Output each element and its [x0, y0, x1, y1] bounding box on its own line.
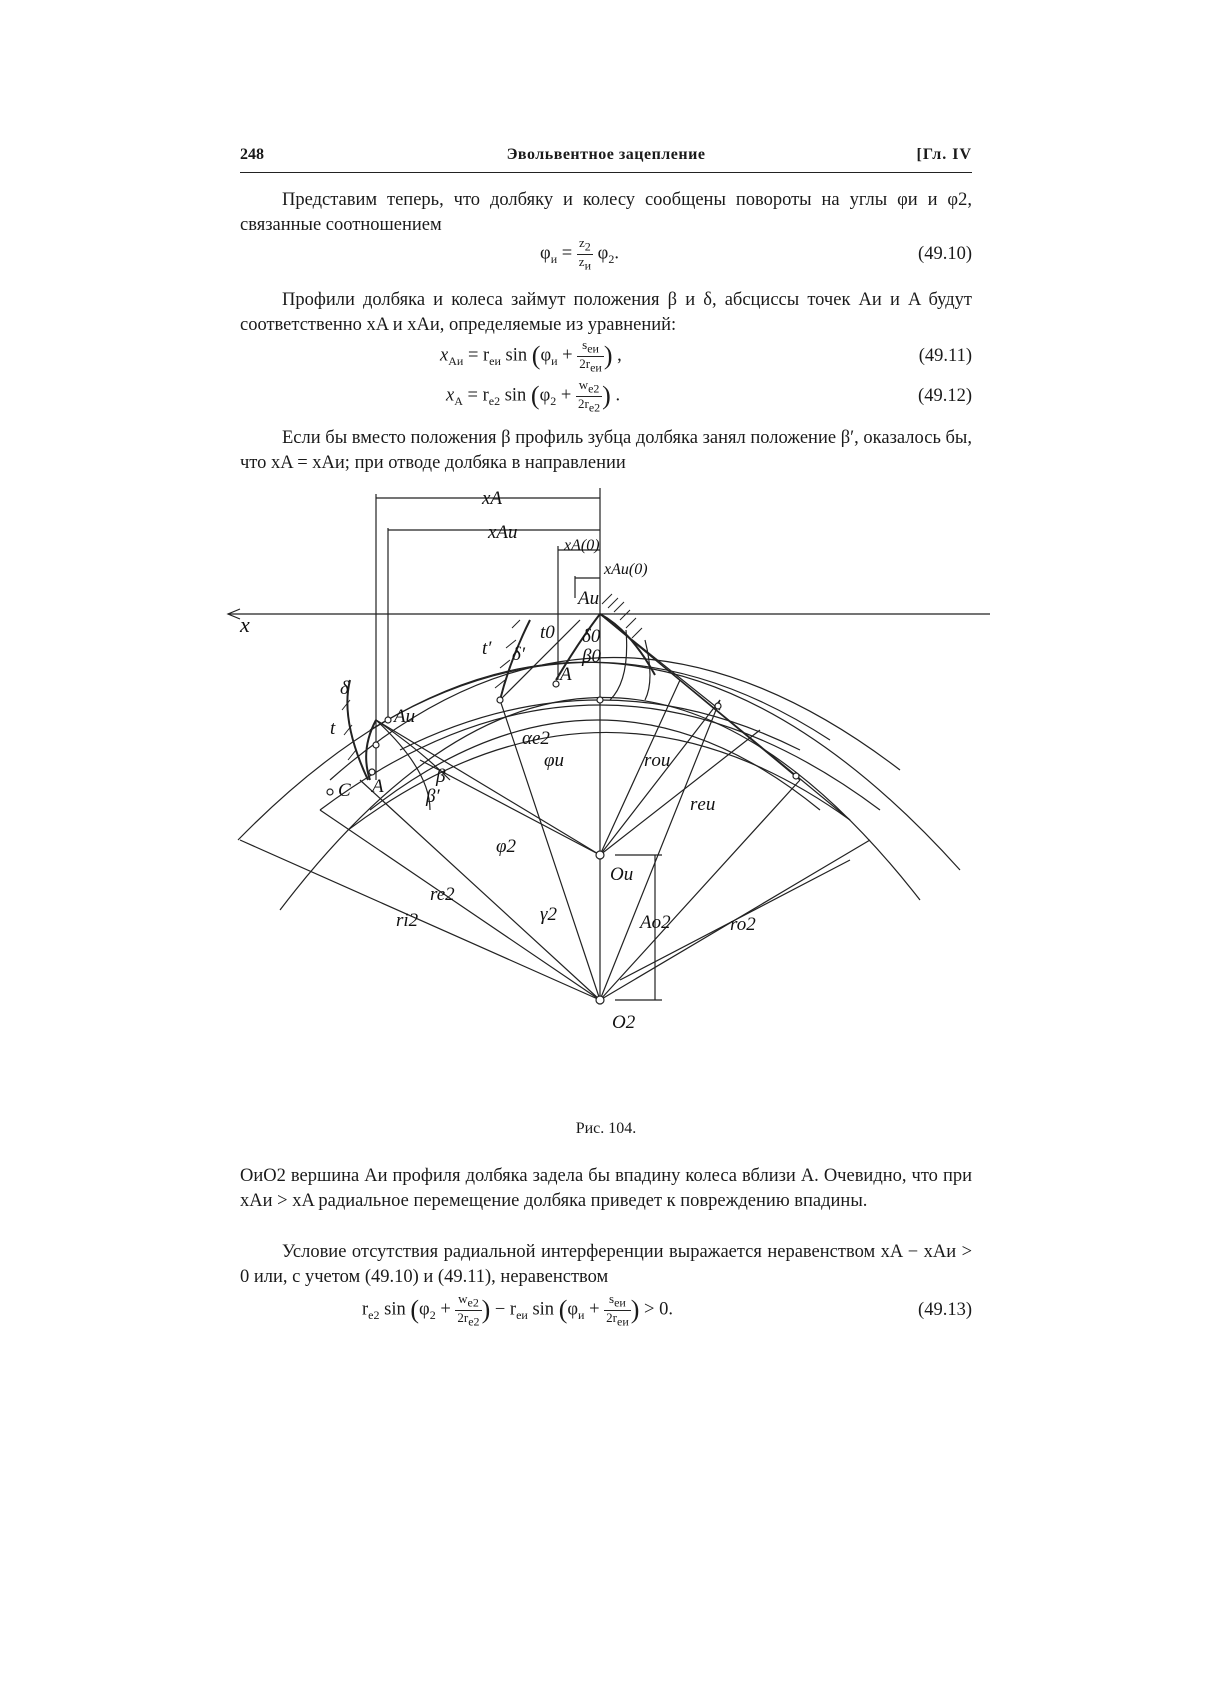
- equation-49-11: $x_{Aи} = r_{eи}$ $\sin (\varphi_и$ + $\frac{s_{eи}}{2r_{eи}}$ ) , (49.11): [440, 337, 972, 375]
- label-beta-prime: β′: [426, 786, 440, 807]
- label-A-mid: A: [560, 664, 572, 685]
- label-delta0: δ0: [582, 626, 601, 647]
- label-t0: t0: [540, 622, 555, 643]
- label-r-e2: re2: [430, 884, 455, 905]
- label-delta-prime: δ′: [512, 644, 525, 665]
- paragraph-1: Представим теперь, что долбяку и колесу сообщены повороты на углы φи и φ2, связанные соотношением: [240, 190, 972, 235]
- label-alpha-e2: αe2: [522, 728, 550, 749]
- label-beta0: β0: [582, 646, 601, 667]
- running-title: Эвольвентное зацепление: [506, 146, 706, 163]
- paragraph-2: Профили долбяка и колеса займут положения β и δ, абсциссы точек Aи и A будут соответственно xA и xAи, определяемые из уравнений:: [240, 290, 972, 335]
- equation-49-12: $x_A = r_{e2}$ $\sin (\varphi_2$ + $\frac{w_{e2}}{2r_{e2}}$ ) . (49.12): [446, 377, 972, 415]
- label-delta: δ: [340, 678, 349, 699]
- label-A-o2: Ao2: [640, 912, 671, 933]
- paragraph-4: OиO2 вершина Aи профиля долбяка задела бы впадину колеса вблизи A. Очевидно, что при xAи > xA радиальное перемещение долбяка приведет к повреждению впадины.: [240, 1166, 972, 1211]
- label-phi-i: φи: [544, 750, 565, 771]
- equation-number: (49.11): [918, 346, 972, 366]
- label-Ai-left: Aи: [394, 706, 416, 727]
- label-gamma-2: γ2: [540, 904, 557, 925]
- equation-number: (49.12): [918, 386, 972, 406]
- chapter-label: [Гл. IV: [916, 146, 972, 163]
- label-r-o2: ro2: [730, 914, 756, 935]
- label-phi-2: φ2: [496, 836, 517, 857]
- label-xA: xA: [482, 488, 503, 509]
- label-O-2: O2: [612, 1012, 636, 1033]
- label-xA0: xA(0): [564, 537, 600, 554]
- label-r-ei: rеи: [690, 794, 716, 815]
- gear-diagram: [200, 480, 1000, 1060]
- label-O-i: Oи: [610, 864, 634, 885]
- label-t-prime: t′: [482, 638, 492, 659]
- label-Ai-top: Aи: [578, 588, 600, 609]
- label-beta: β: [436, 766, 446, 787]
- label-t: t: [330, 718, 336, 739]
- page-number: 248: [240, 146, 264, 163]
- equation-49-13: $r_{e2}$ $\sin (\varphi_2$ + $\frac{w_{e2}}{2r_{e2}}$ ) − $r_{eи}$ $\sin (\varphi_и$ + $\frac{s_{eи}}{2r_{eи}}$ ) > 0. (49.13): [362, 1291, 972, 1329]
- label-x-axis: x: [240, 612, 250, 637]
- equation-number: (49.13): [918, 1300, 972, 1320]
- equation-number: (49.10): [918, 244, 972, 264]
- paragraph-5: Условие отсутствия радиальной интерференции выражается неравенством xA − xAи > 0 или, с учетом (49.10) и (49.11), неравенством: [240, 1242, 972, 1287]
- figure-caption: Рис. 104.: [575, 1120, 637, 1137]
- equation-49-10: $\varphi_и$ = $\frac{z_2}{z_и}$ $\varphi_2$. (49.10): [540, 235, 972, 273]
- label-xAi0: xAи(0): [604, 561, 648, 578]
- label-r-oi: rои: [644, 750, 671, 771]
- label-xAi: xAи: [488, 522, 518, 543]
- label-C: C: [338, 780, 351, 801]
- paragraph-3: Если бы вместо положения β профиль зубца долбяка занял положение β′, оказалось бы, что xA = xAи; при отводе долбяка в направлении: [240, 428, 972, 473]
- label-A-left: A: [372, 776, 384, 797]
- label-r-i2: ri2: [396, 910, 419, 931]
- running-header: [240, 146, 972, 173]
